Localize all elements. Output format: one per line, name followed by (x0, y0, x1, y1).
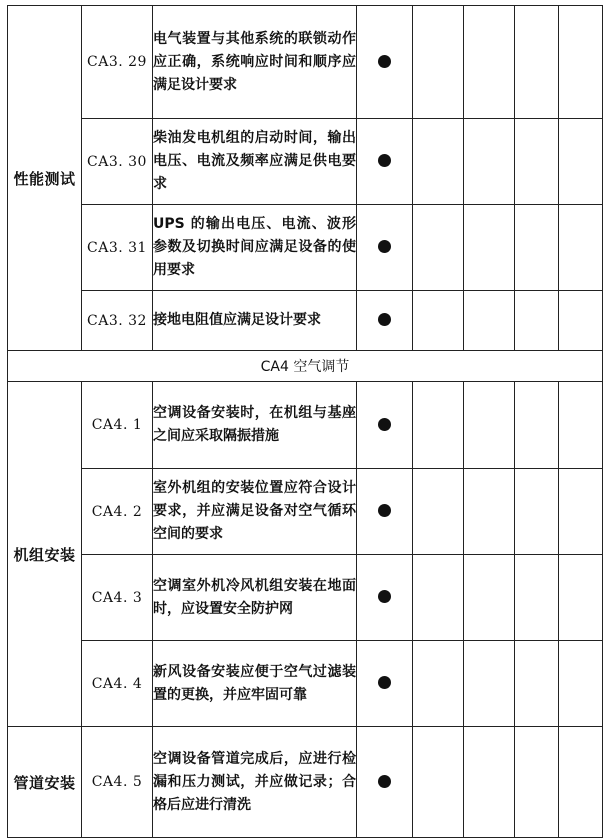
item-code: CA3. 29 (82, 6, 153, 119)
empty-cell (464, 727, 515, 838)
empty-cell (413, 382, 464, 469)
applicability-cell (357, 727, 413, 838)
empty-cell (515, 205, 559, 291)
item-requirement: 空调室外机冷风机组安装在地面时，应设置安全防护网 (153, 555, 357, 641)
filled-dot-icon (378, 55, 391, 68)
empty-cell (559, 641, 603, 727)
empty-cell (515, 641, 559, 727)
empty-cell (464, 119, 515, 205)
empty-cell (515, 6, 559, 119)
empty-cell (413, 555, 464, 641)
empty-cell (464, 382, 515, 469)
empty-cell (464, 6, 515, 119)
table-row (8, 119, 603, 205)
filled-dot-icon (378, 154, 391, 167)
item-requirement: 电气装置与其他系统的联锁动作应正确，系统响应时间和顺序应满足设计要求 (153, 6, 357, 119)
empty-cell (559, 382, 603, 469)
filled-dot-icon (378, 504, 391, 517)
empty-cell (413, 205, 464, 291)
applicability-cell (357, 119, 413, 205)
empty-cell (464, 555, 515, 641)
empty-cell (515, 291, 559, 351)
table-row (8, 205, 603, 291)
item-code: CA4. 2 (82, 469, 153, 555)
applicability-cell (357, 6, 413, 119)
item-code: CA3. 32 (82, 291, 153, 351)
spec-table (7, 5, 603, 838)
empty-cell (559, 119, 603, 205)
empty-cell (559, 6, 603, 119)
applicability-cell (357, 641, 413, 727)
table-row (8, 382, 603, 469)
item-requirement: 室外机组的安装位置应符合设计要求，并应满足设备对空气循环空间的要求 (153, 469, 357, 555)
empty-cell (413, 119, 464, 205)
table-row (8, 469, 603, 555)
empty-cell (464, 205, 515, 291)
empty-cell (464, 291, 515, 351)
empty-cell (413, 641, 464, 727)
applicability-cell (357, 555, 413, 641)
filled-dot-icon (378, 418, 391, 431)
table-row (8, 6, 603, 119)
filled-dot-icon (378, 590, 391, 603)
applicability-cell (357, 291, 413, 351)
empty-cell (559, 469, 603, 555)
empty-cell (515, 119, 559, 205)
empty-cell (559, 555, 603, 641)
section-header-row (8, 351, 603, 382)
empty-cell (413, 6, 464, 119)
section-title: CA4 空气调节 (8, 351, 603, 382)
item-requirement: 柴油发电机组的启动时间，输出电压、电流及频率应满足供电要求 (153, 119, 357, 205)
item-requirement: 空调设备安装时，在机组与基座之间应采取隔振措施 (153, 382, 357, 469)
empty-cell (515, 469, 559, 555)
empty-cell (464, 469, 515, 555)
category-cell: 机组安装 (8, 382, 82, 727)
item-requirement: UPS 的输出电压、电流、波形参数及切换时间应满足设备的使用要求 (153, 205, 357, 291)
item-code: CA4. 1 (82, 382, 153, 469)
empty-cell (413, 291, 464, 351)
item-code: CA3. 30 (82, 119, 153, 205)
category-cell: 性能测试 (8, 6, 82, 351)
empty-cell (515, 727, 559, 838)
empty-cell (413, 469, 464, 555)
applicability-cell (357, 382, 413, 469)
item-code: CA4. 3 (82, 555, 153, 641)
filled-dot-icon (378, 676, 391, 689)
empty-cell (559, 291, 603, 351)
item-requirement: 接地电阻值应满足设计要求 (153, 291, 357, 351)
item-code: CA4. 4 (82, 641, 153, 727)
table-row (8, 555, 603, 641)
empty-cell (559, 727, 603, 838)
table-row (8, 727, 603, 838)
empty-cell (515, 382, 559, 469)
filled-dot-icon (378, 240, 391, 253)
applicability-cell (357, 469, 413, 555)
table-row (8, 291, 603, 351)
filled-dot-icon (378, 313, 391, 326)
empty-cell (515, 555, 559, 641)
category-cell: 管道安装 (8, 727, 82, 838)
item-code: CA4. 5 (82, 727, 153, 838)
filled-dot-icon (378, 775, 391, 788)
item-requirement: 空调设备管道完成后，应进行检漏和压力测试，并应做记录；合格后应进行清洗 (153, 727, 357, 838)
table-row (8, 641, 603, 727)
item-code: CA3. 31 (82, 205, 153, 291)
empty-cell (464, 641, 515, 727)
empty-cell (559, 205, 603, 291)
item-requirement: 新风设备安装应便于空气过滤装置的更换，并应牢固可靠 (153, 641, 357, 727)
applicability-cell (357, 205, 413, 291)
empty-cell (413, 727, 464, 838)
